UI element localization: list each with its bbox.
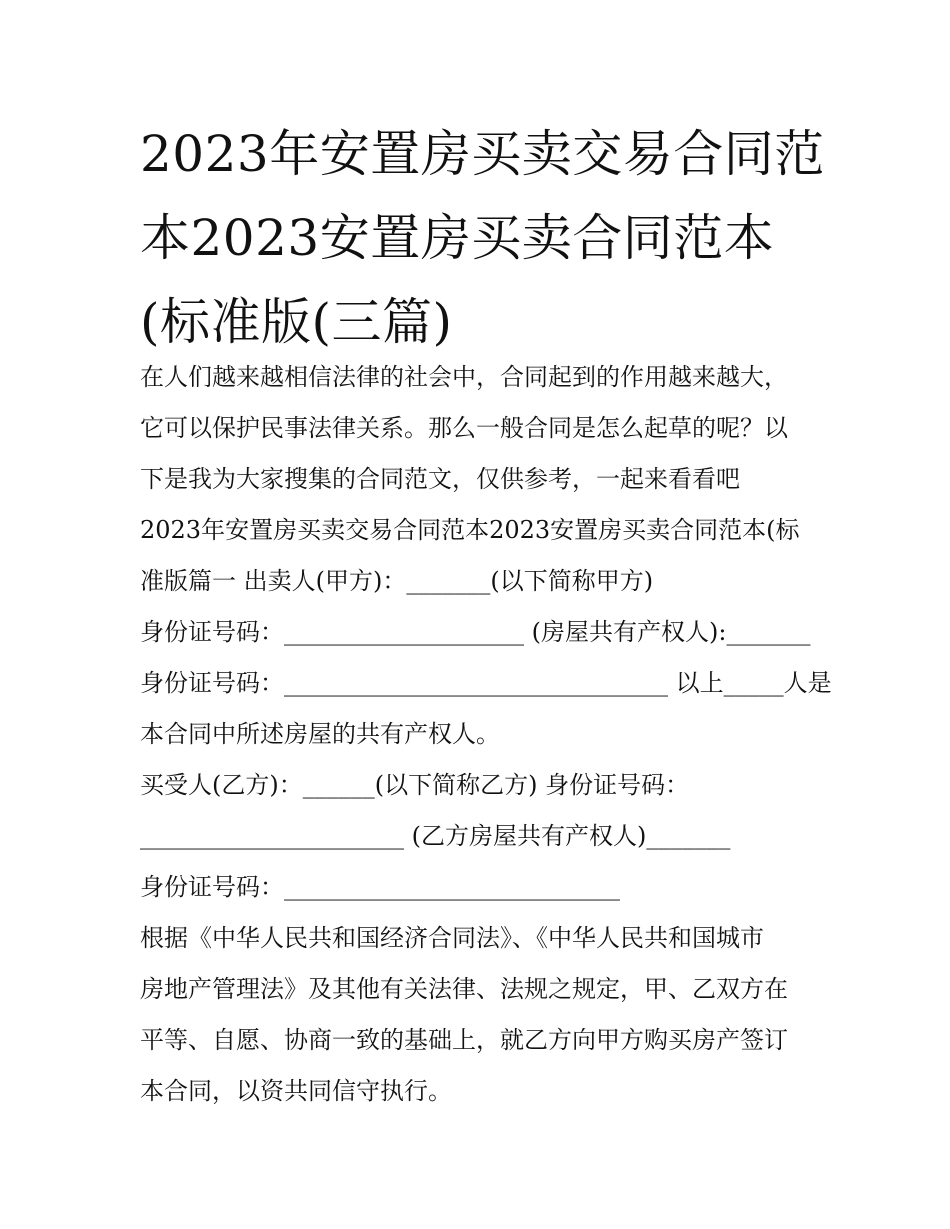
body-line-6: 身份证号码：____________________ (房屋共有产权人):_______: [140, 618, 811, 646]
body-line-5: 准版篇一 出卖人(甲方)：_______(以下简称甲方): [140, 567, 654, 595]
body-line-11: 身份证号码：____________________________: [140, 873, 620, 901]
body-line-15: 本合同，以资共同信守执行。: [140, 1077, 452, 1105]
document-body: [140, 352, 832, 1117]
body-line-14: 平等、自愿、协商一致的基础上，就乙方向甲方购买房产签订: [140, 1026, 788, 1054]
title-line-3: (标准版(三篇): [140, 293, 453, 351]
body-line-12: 根据《中华人民共和国经济合同法》、《中华人民共和国城市: [140, 924, 764, 952]
body-line-13: 房地产管理法》及其他有关法律、法规之规定，甲、乙双方在: [140, 975, 788, 1003]
body-line-10: ______________________ (乙方房屋共有产权人)_______: [140, 822, 731, 850]
body-line-8: 本合同中所述房屋的共有产权人。: [140, 720, 500, 748]
body-line-1: 在人们越来越相信法律的社会中，合同起到的作用越来越大，: [140, 363, 788, 391]
body-line-3: 下是我为大家搜集的合同范文，仅供参考，一起来看看吧: [140, 465, 740, 493]
body-line-4: 2023年安置房买卖交易合同范本2023安置房买卖合同范本(标: [140, 516, 800, 544]
document-title: [140, 112, 840, 364]
body-line-9: 买受人(乙方)：______(以下简称乙方) 身份证号码：: [140, 771, 690, 799]
title-line-1: 2023年安置房买卖交易合同范: [140, 125, 825, 183]
title-line-2: 本2023安置房买卖合同范本: [140, 209, 775, 267]
body-line-7: 身份证号码：________________________________ 以上_____人是: [140, 669, 832, 697]
body-line-2: 它可以保护民事法律关系。那么一般合同是怎么起草的呢？以: [140, 414, 788, 442]
